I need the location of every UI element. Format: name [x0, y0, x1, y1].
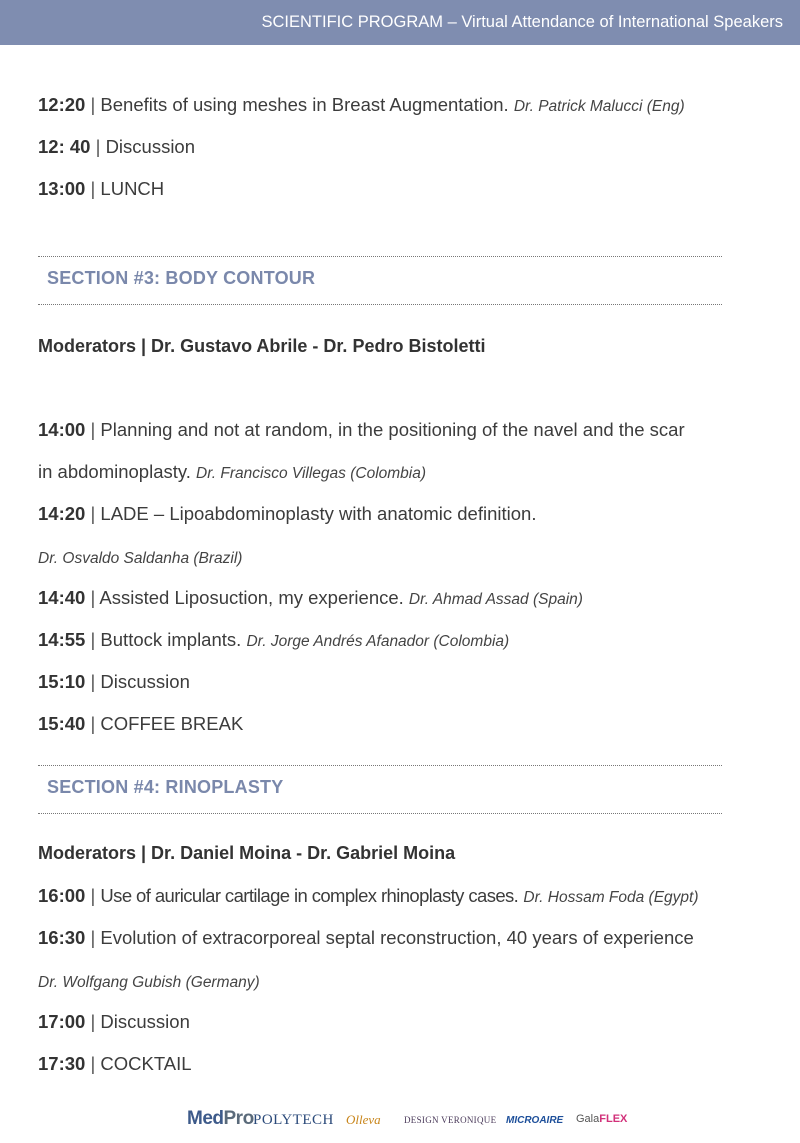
schedule-item — [38, 713, 243, 735]
schedule-item — [38, 503, 536, 525]
moderators: Moderators | Dr. Gustavo Abrile - Dr. Pedro Bistoletti — [38, 336, 486, 356]
item-title: Buttock implants. — [100, 629, 242, 650]
item-title: Discussion — [105, 136, 196, 157]
schedule-item — [38, 178, 164, 200]
dotted-divider — [38, 813, 722, 814]
item-speaker: Dr. Osvaldo Saldanha (Brazil) — [38, 550, 243, 567]
item-speaker: Dr. Hossam Foda (Egypt) — [523, 889, 699, 906]
item-speaker: Dr. Jorge Andrés Afanador (Colombia) — [246, 633, 510, 650]
design-veronique-logo: DESIGN VERONIQUE — [404, 1115, 497, 1125]
item-title: Evolution of extracorporeal septal reconstruction, 40 years of experience — [100, 927, 694, 948]
item-time: 13:00 — [38, 178, 86, 199]
sponsor-logos — [0, 1108, 800, 1134]
olleva-logo: Olleva — [346, 1112, 381, 1127]
separator: | — [90, 1053, 96, 1074]
item-title: LADE – Lipoabdominoplasty with anatomic definition. — [100, 503, 537, 524]
item-time: 14:20 — [38, 503, 86, 524]
schedule-item — [38, 1011, 190, 1033]
item-time: 12:20 — [38, 94, 86, 115]
separator: | — [90, 671, 96, 692]
schedule-item — [38, 587, 583, 609]
section-title: SECTION #4: RINOPLASTY — [47, 777, 284, 797]
separator: | — [90, 94, 96, 115]
separator: | — [90, 587, 96, 608]
section-title: SECTION #3: BODY CONTOUR — [47, 268, 316, 288]
separator: | — [90, 713, 96, 734]
polytech-logo: POLYTECH — [253, 1112, 334, 1128]
item-title: Assisted Liposuction, my experience. — [99, 587, 404, 608]
separator: | — [90, 885, 96, 906]
dotted-divider — [38, 765, 722, 766]
separator: | — [90, 629, 96, 650]
speaker-line — [38, 970, 260, 992]
moderators: Moderators | Dr. Daniel Moina - Dr. Gabriel Moina — [38, 843, 456, 863]
separator: | — [90, 503, 96, 524]
dotted-divider — [38, 304, 722, 305]
item-time: 12: 40 — [38, 136, 91, 157]
item-speaker: Dr. Wolfgang Gubish (Germany) — [38, 974, 260, 991]
item-speaker: Dr. Ahmad Assad (Spain) — [408, 591, 583, 608]
item-time: 15:40 — [38, 713, 86, 734]
schedule-item-continued — [38, 461, 426, 483]
item-time: 14:55 — [38, 629, 86, 650]
item-title: Discussion — [100, 1011, 190, 1032]
item-time: 14:00 — [38, 419, 86, 440]
item-title: Benefits of using meshes in Breast Augmentation. — [100, 94, 509, 115]
item-title: Discussion — [100, 671, 190, 692]
item-time: 16:00 — [38, 885, 86, 906]
schedule-item — [38, 94, 685, 116]
separator: | — [90, 927, 96, 948]
item-title: LUNCH — [100, 178, 165, 199]
microaire-logo: MICROAIRE — [506, 1115, 564, 1126]
galaflex-logo: GalaFLEX — [576, 1113, 628, 1125]
item-title: COFFEE BREAK — [100, 713, 244, 734]
item-time: 14:40 — [38, 587, 86, 608]
item-time: 17:30 — [38, 1053, 86, 1074]
header-title: SCIENTIFIC PROGRAM – Virtual Attendance of International Speakers — [261, 13, 783, 31]
item-speaker: Dr. Patrick Malucci (Eng) — [513, 98, 685, 115]
dotted-divider — [38, 256, 722, 257]
speaker-line — [38, 546, 242, 568]
item-time: 17:00 — [38, 1011, 86, 1032]
separator: | — [95, 136, 101, 157]
schedule-item — [38, 1053, 192, 1075]
item-title: Planning and not at random, in the positioning of the navel and the scar — [100, 419, 685, 440]
item-time: 15:10 — [38, 671, 86, 692]
medpro-logo: MedPro — [187, 1108, 254, 1129]
item-title: Use of auricular cartilage in complex rhinoplasty cases. — [100, 885, 519, 906]
schedule-item — [38, 885, 699, 907]
header-bar — [0, 0, 800, 45]
item-title: COCKTAIL — [100, 1053, 192, 1074]
item-speaker: Dr. Francisco Villegas (Colombia) — [196, 465, 427, 482]
schedule-item — [38, 671, 190, 693]
schedule-item — [38, 136, 195, 158]
item-time: 16:30 — [38, 927, 86, 948]
separator: | — [90, 419, 96, 440]
item-title-continued: in abdominoplasty. — [38, 461, 191, 482]
schedule-item — [38, 927, 694, 949]
schedule-item — [38, 419, 685, 441]
separator: | — [90, 1011, 96, 1032]
schedule-item — [38, 629, 509, 651]
separator: | — [90, 178, 96, 199]
